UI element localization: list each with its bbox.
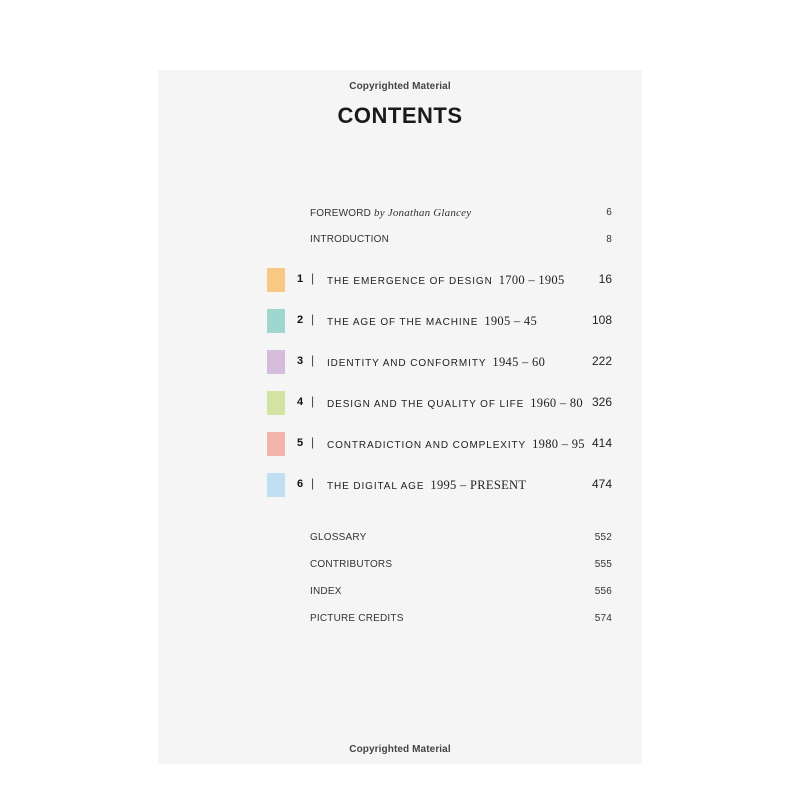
chapter-color-swatch [267, 309, 285, 333]
book-page [158, 70, 642, 764]
chapter-page: 414 [591, 436, 612, 450]
entry-label: INDEX [310, 586, 342, 597]
entry-page: 6 [606, 207, 612, 218]
chapter-page: 326 [591, 395, 612, 409]
chapter-separator: | [311, 394, 315, 408]
toc-entry-picture-credits[interactable] [310, 613, 612, 627]
chapter-dates: 1980 – 95 [532, 437, 585, 451]
chapter-number: 1 [297, 273, 304, 285]
chapter-title: THE DIGITAL AGE 1995 – PRESENT [327, 478, 527, 492]
chapter-page: 16 [598, 272, 612, 286]
chapter-title: IDENTITY AND CONFORMITY 1945 – 60 [327, 355, 546, 369]
chapter-separator: | [311, 353, 315, 367]
chapter-color-swatch [267, 268, 285, 292]
entry-page: 8 [606, 234, 612, 245]
chapter-title: DESIGN AND THE QUALITY OF LIFE 1960 – 80 [327, 396, 583, 410]
chapter-page: 474 [591, 477, 612, 491]
entry-label: GLOSSARY [310, 532, 367, 543]
entry-page: 555 [594, 559, 612, 570]
toc-chapter-5[interactable] [267, 432, 612, 456]
chapter-dates: 1995 – PRESENT [430, 478, 527, 492]
chapter-page: 108 [591, 313, 612, 327]
toc-chapter-3[interactable] [267, 350, 612, 374]
toc-chapter-6[interactable] [267, 473, 612, 497]
chapter-number: 4 [297, 396, 304, 408]
chapter-title: THE EMERGENCE OF DESIGN 1700 – 1905 [327, 273, 565, 287]
chapter-color-swatch [267, 350, 285, 374]
chapter-color-swatch [267, 391, 285, 415]
entry-label: PICTURE CREDITS [310, 613, 404, 624]
entry-page: 552 [594, 532, 612, 543]
chapter-number: 3 [297, 355, 304, 367]
chapter-separator: | [311, 312, 315, 326]
entry-byline: by Jonathan Glancey [374, 207, 472, 219]
toc-entry-index[interactable] [310, 586, 612, 600]
entry-label: INTRODUCTION [310, 234, 390, 245]
page-title: CONTENTS [337, 103, 463, 128]
entry-label: FOREWORD [310, 208, 372, 219]
chapter-number: 6 [297, 478, 304, 490]
chapter-dates: 1905 – 45 [484, 314, 538, 328]
chapter-separator: | [311, 271, 315, 285]
toc-entry-glossary[interactable] [310, 532, 612, 546]
chapter-color-swatch [267, 432, 285, 456]
chapter-page: 222 [591, 354, 612, 368]
chapter-separator: | [311, 476, 315, 490]
chapter-dates: 1700 – 1905 [498, 273, 565, 287]
toc-chapter-4[interactable] [267, 391, 612, 415]
copyright-footer: Copyrighted Material [349, 744, 451, 755]
chapter-dates: 1960 – 80 [530, 396, 583, 410]
chapter-dates: 1945 – 60 [492, 355, 546, 369]
entry-page: 556 [594, 586, 612, 597]
entry-page: 574 [594, 613, 612, 624]
chapter-separator: | [311, 435, 315, 449]
entry-label: CONTRIBUTORS [310, 559, 393, 570]
chapter-number: 2 [297, 314, 304, 326]
toc-entry-contributors[interactable] [310, 559, 612, 573]
toc-chapter-2[interactable] [267, 309, 612, 333]
toc-entry-introduction[interactable] [310, 234, 612, 248]
chapter-title: THE AGE OF THE MACHINE 1905 – 45 [327, 314, 538, 328]
toc-entry-foreword[interactable] [310, 207, 612, 221]
chapter-number: 5 [297, 437, 304, 449]
toc-chapter-1[interactable] [267, 268, 612, 292]
chapter-color-swatch [267, 473, 285, 497]
copyright-header: Copyrighted Material [349, 81, 451, 92]
chapter-title: CONTRADICTION AND COMPLEXITY 1980 – 95 [327, 437, 585, 451]
